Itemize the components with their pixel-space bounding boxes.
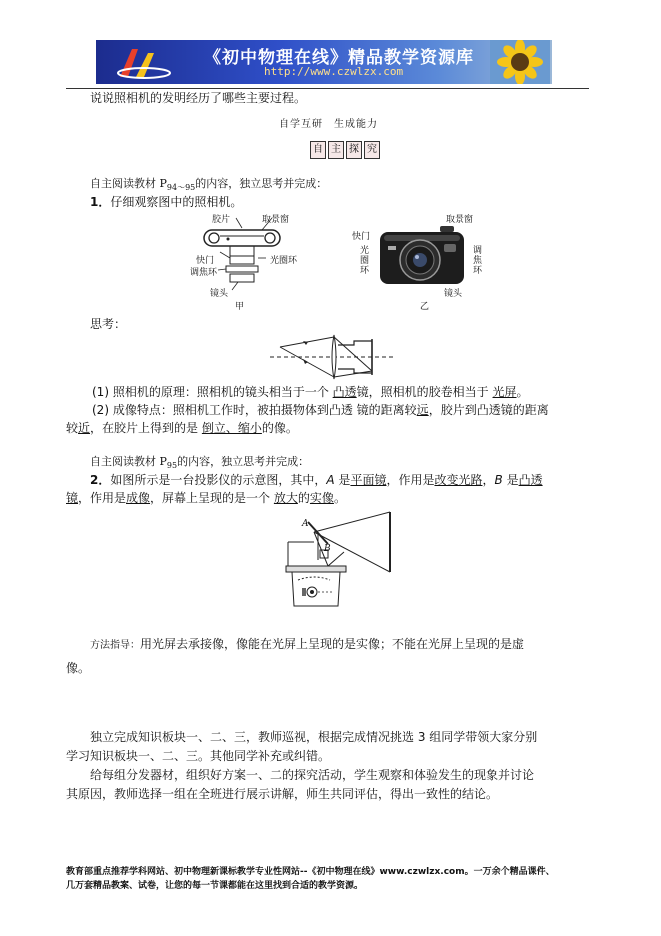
header-banner — [96, 40, 552, 84]
projector-figure — [274, 510, 398, 610]
question-2-line2: 镜，作用是成像，屏幕上呈现的是一个 放大的实像。 — [66, 491, 346, 505]
fig-a-focus-label: 调焦环 — [190, 268, 218, 278]
fig-b-shutter-label: 快门 — [352, 232, 371, 242]
think-label: 思考： — [90, 317, 127, 331]
fig-a-shutter-label: 快门 — [196, 256, 215, 266]
banner-url[interactable]: http://www.czwlzx.com — [264, 65, 404, 78]
intro-line: 说说照相机的发明经历了哪些主要过程。 — [90, 91, 307, 105]
badge-char: 主 — [328, 141, 344, 159]
part2-instruction: 自主阅读教材 $P_{95}$的内容，独立思考并完成： — [90, 455, 310, 471]
teaching-p1-line2: 学习知识板块一、二、三。其他同学补充或纠错。 — [66, 749, 331, 763]
fig-b-lens-label: 镜头 — [444, 289, 463, 299]
footer-line2: 几万套精品教案、试卷，让您的每一节课都能在这里找到合适的教学资源。 — [66, 881, 364, 891]
fig-b-aperture-label: 光圈环 — [360, 246, 370, 276]
fig-a-viewfinder-label: 取景窗 — [262, 215, 290, 225]
camera-ray-diagram — [268, 333, 400, 381]
sunflower-icon — [490, 40, 550, 84]
badge-char: 自 — [310, 141, 326, 159]
projector-label-b: B — [324, 544, 331, 554]
answer-1: (1) 照相机的原理：照相机的镜头相当于一个 凸透镜，照相机的胶卷相当于 光屏。 — [92, 385, 529, 399]
fig-a-aperture-label: 光圈环 — [270, 256, 298, 266]
teaching-p2-line1: 给每组分发器材，组织好方案一、二的探究活动，学生观察和体验发生的现象并讨论 — [90, 768, 535, 782]
fig-a-film-label: 胶片 — [212, 215, 231, 225]
banner-title: 《初中物理在线》精品教学资源库 — [204, 48, 474, 68]
method-line1: 方法指导：用光屏去承接像，像能在光屏上呈现的是实像；不能在光屏上呈现的是虚 — [90, 637, 525, 651]
section-title: 自学互研 生成能力 — [279, 119, 378, 130]
question-2-line1: 2．如图所示是一台投影仪的示意图，其中，A 是平面镜，作用是改变光路，B 是凸透 — [90, 473, 543, 487]
section-badge — [309, 141, 381, 159]
fig-b-viewfinder-label: 取景窗 — [446, 215, 474, 225]
answer-2-line2: 较近，在胶片上得到的是 倒立、缩小的像。 — [66, 421, 298, 435]
part1-instruction: 自主阅读教材 $P_{94\sim 95}$的内容，独立思考并完成： — [90, 177, 328, 193]
answer-2-line1: (2) 成像特点：照相机工作时，被拍摄物体到凸透 镜的距离较远，胶片到凸透镜的距离 — [92, 403, 549, 417]
method-line2: 像。 — [66, 661, 91, 675]
fig-b-caption: 乙 — [420, 302, 430, 312]
site-logo-icon — [114, 43, 174, 81]
teaching-p2-line2: 其原因，教师选择一组在全班进行展示讲解，师生共同评估，得出一致性的结论。 — [66, 787, 499, 801]
fig-b-focus-label: 调焦环 — [473, 246, 483, 276]
question-1: 1．仔细观察图中的照相机。 — [90, 195, 243, 209]
header-rule — [66, 88, 589, 89]
badge-char: 探 — [346, 141, 362, 159]
projector-label-a: A — [302, 519, 309, 529]
fig-a-lens-label: 镜头 — [210, 289, 229, 299]
badge-char: 究 — [364, 141, 380, 159]
teaching-p1-line1: 独立完成知识板块一、二、三，教师巡视，根据完成情况挑选 3 组同学带领大家分别 — [90, 730, 538, 744]
footer-line1: 教育部重点推荐学科网站、初中物理新课标教学专业性网站--《初中物理在线》www.czwlzx.com。一万余个精品课件、 — [66, 867, 555, 877]
fig-a-caption: 甲 — [235, 302, 245, 312]
digital-camera-figure — [376, 222, 468, 288]
